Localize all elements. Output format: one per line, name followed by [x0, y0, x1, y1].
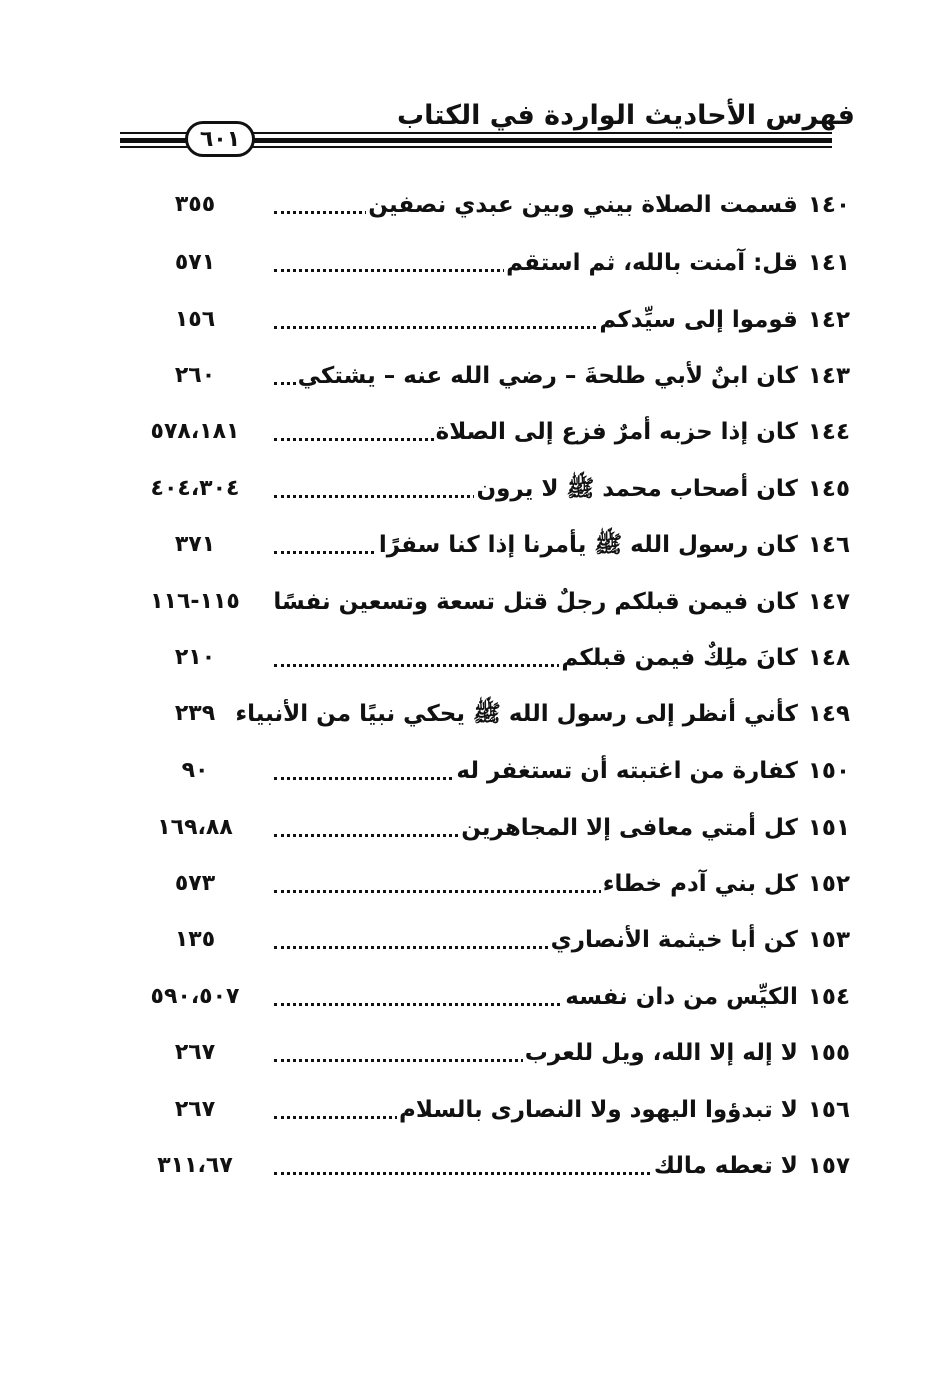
- entry-page-refs: ١١٥-١١٦: [150, 589, 240, 614]
- entry-text-wrap: [271, 582, 850, 622]
- index-entry: [140, 977, 850, 1017]
- entry-number: ١٥٢: [807, 871, 850, 897]
- entry-number: ١٤٣: [807, 363, 850, 389]
- entry-page-refs: ١٥٦: [174, 307, 216, 332]
- entry-hadith-text: الكيِّس من دان نفسه: [565, 984, 798, 1010]
- index-entry: [140, 469, 850, 509]
- entry-number: ١٥٥: [807, 1040, 850, 1066]
- entry-hadith-text: قوموا إلى سيِّدكم: [599, 307, 798, 333]
- entry-text-wrap: [296, 356, 850, 396]
- entry-hadith-text: كان ابنٌ لأبي طلحةَ – رضي الله عنه – يشتكي: [297, 363, 798, 389]
- entry-number: ١٤٥: [807, 476, 850, 502]
- entry-number: ١٥٠: [807, 758, 850, 784]
- entry-hadith-text: كل بني آدم خطاء: [602, 871, 798, 897]
- entry-text-wrap: [377, 525, 850, 565]
- entry-hadith-text: لا إله إلا الله، ويل للعرب: [524, 1040, 798, 1066]
- entry-hadith-text: كان أصحاب محمد ﷺ لا يرون: [476, 476, 798, 502]
- entry-text-wrap: [474, 469, 850, 509]
- entry-page-refs: ٢٣٩: [174, 701, 216, 726]
- entry-page-refs: ٣١١،٦٧: [157, 1153, 233, 1178]
- entry-text-wrap: [652, 1146, 850, 1186]
- entry-hadith-text: كان إذا حزبه أمرٌ فزع إلى الصلاة: [435, 419, 798, 445]
- entry-hadith-text: كل أمتي معافى إلا المجاهرين: [461, 815, 798, 841]
- entry-hadith-text: لا تعطه مالك: [653, 1153, 798, 1179]
- entry-number: ١٤٨: [807, 645, 850, 671]
- index-entry: [140, 185, 850, 225]
- entry-text-wrap: [454, 751, 850, 791]
- entry-page-refs: ٣٧١: [174, 532, 216, 557]
- index-entry: [140, 412, 850, 452]
- entry-page-refs: ٥٧٨،١٨١: [150, 419, 240, 444]
- entry-text-wrap: [397, 1090, 850, 1130]
- entry-hadith-text: كان فيمن قبلكم رجلٌ قتل تسعة وتسعين نفسًا: [273, 589, 798, 615]
- entry-number: ١٥٤: [807, 984, 850, 1010]
- entry-page-refs: ٤٠٤،٣٠٤: [150, 476, 240, 501]
- index-entry: [140, 1033, 850, 1073]
- index-entry: [140, 525, 850, 565]
- entry-text-wrap: [523, 1033, 850, 1073]
- entry-text-wrap: [459, 808, 850, 848]
- entry-number: ١٤٢: [807, 307, 850, 333]
- page-number-badge: [185, 121, 255, 157]
- entry-page-refs: ٢٦٠: [174, 363, 216, 388]
- index-entry: [140, 300, 850, 340]
- entry-text-wrap: [434, 412, 850, 452]
- index-entry: [140, 1146, 850, 1186]
- entry-hadith-text: قسمت الصلاة بيني وبين عبدي نصفين: [368, 192, 798, 218]
- entry-number: ١٤٩: [807, 701, 850, 727]
- entry-page-refs: ٩٠: [181, 758, 209, 783]
- entry-number: ١٤٤: [807, 419, 850, 445]
- index-entry: [140, 1090, 850, 1130]
- index-entry: [140, 638, 850, 678]
- entry-text-wrap: [549, 920, 850, 960]
- entry-text-wrap: [504, 243, 850, 283]
- index-entry: [140, 243, 850, 283]
- entry-text-wrap: [559, 638, 850, 678]
- index-entry: [140, 694, 850, 734]
- entry-number: ١٥١: [807, 815, 850, 841]
- entry-page-refs: ١٦٩،٨٨: [157, 815, 233, 840]
- entry-hadith-text: لا تبدؤوا اليهود ولا النصارى بالسلام: [399, 1097, 798, 1123]
- entry-page-refs: ٢٦٧: [174, 1097, 216, 1122]
- entry-number: ١٤٠: [807, 192, 850, 218]
- entry-text-wrap: [233, 694, 850, 734]
- entry-page-refs: ٣٥٥: [174, 192, 216, 217]
- index-entry: [140, 808, 850, 848]
- entry-number: ١٥٣: [807, 927, 850, 953]
- entry-number: ١٤٦: [807, 532, 850, 558]
- entry-hadith-text: كان رسول الله ﷺ يأمرنا إذا كنا سفرًا: [378, 532, 798, 558]
- entry-number: ١٤١: [807, 250, 850, 276]
- index-entry: [140, 864, 850, 904]
- entry-page-refs: ٢٦٧: [174, 1040, 216, 1065]
- index-entry: [140, 356, 850, 396]
- entry-text-wrap: [601, 864, 850, 904]
- entry-text-wrap: [563, 977, 850, 1017]
- entry-number: ١٥٧: [807, 1153, 850, 1179]
- entry-page-refs: ٥٩٠،٥٠٧: [150, 984, 240, 1009]
- entry-text-wrap: [597, 300, 850, 340]
- entry-hadith-text: كأني أنظر إلى رسول الله ﷺ يحكي نبيًا من الأنبياء: [235, 701, 798, 727]
- entry-number: ١٥٦: [807, 1097, 850, 1123]
- entry-text-wrap: [366, 185, 850, 225]
- entry-hadith-text: كن أبا خيثمة الأنصاري: [550, 927, 798, 953]
- entry-hadith-text: كانَ ملِكٌ فيمن قبلكم: [561, 645, 798, 671]
- entry-hadith-text: كفارة من اغتبته أن تستغفر له: [456, 758, 798, 784]
- running-header-title: فهرس الأحاديث الواردة في الكتاب: [397, 100, 855, 131]
- entry-page-refs: ٢١٠: [174, 645, 216, 670]
- index-entry: [140, 751, 850, 791]
- entry-page-refs: ٥٧٣: [174, 871, 216, 896]
- index-entry: [140, 920, 850, 960]
- index-entry: [140, 582, 850, 622]
- entry-hadith-text: قل: آمنت بالله، ثم استقم: [506, 250, 798, 276]
- entry-page-refs: ١٣٥: [174, 927, 216, 952]
- entry-page-refs: ٥٧١: [174, 250, 216, 275]
- page-number: ٦٠١: [199, 126, 241, 152]
- entry-number: ١٤٧: [807, 589, 850, 615]
